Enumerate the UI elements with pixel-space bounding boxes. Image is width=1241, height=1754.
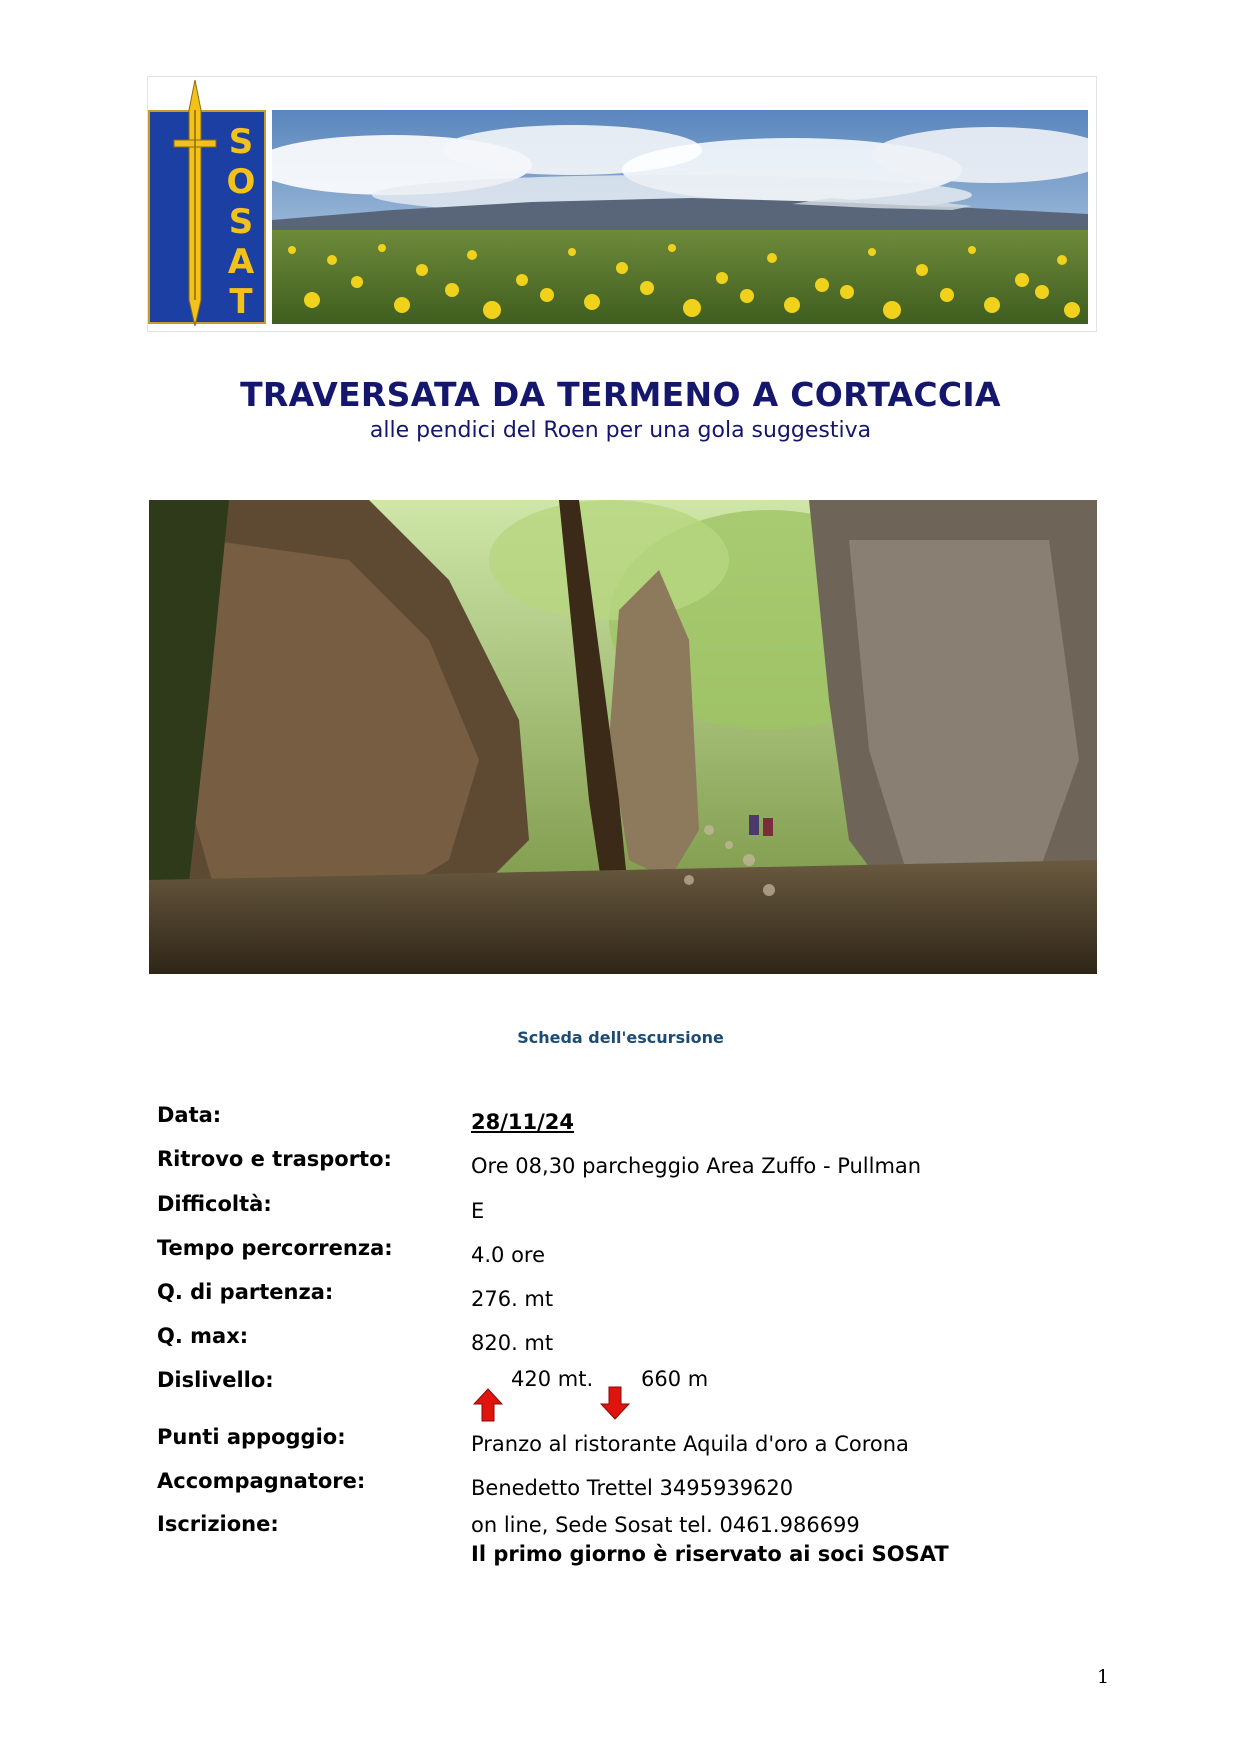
label-iscrizione: Iscrizione: <box>157 1512 279 1536</box>
page-subtitle: alle pendici del Roen per una gola suggestiva <box>369 418 872 443</box>
iscrizione-note: Il primo giorno è riservato ai soci SOSAT <box>471 1542 949 1566</box>
value-appoggio: Pranzo al ristorante Aquila d'oro a Corona <box>471 1432 909 1456</box>
logo-letter: S <box>228 202 254 242</box>
section-caption: Scheda dell'escursione <box>517 1028 724 1047</box>
label-difficolta: Difficoltà: <box>157 1192 272 1216</box>
logo-letter: O <box>226 162 256 202</box>
value-difficolta: E <box>471 1199 485 1223</box>
value-partenza: 276. mt <box>471 1287 554 1311</box>
gorge-photo <box>149 500 1097 974</box>
logo-letter: S <box>228 122 254 162</box>
banner-landscape-image <box>272 110 1088 324</box>
value-ritrovo: Ore 08,30 parcheggio Area Zuffo - Pullman <box>471 1154 922 1178</box>
value-data: 28/11/24 <box>471 1110 575 1134</box>
label-data: Data: <box>157 1103 222 1127</box>
value-ascent: 420 mt. <box>511 1367 594 1391</box>
label-tempo: Tempo percorrenza: <box>157 1236 393 1260</box>
page-number: 1 <box>1097 1666 1110 1688</box>
label-dislivello: Dislivello: <box>157 1368 274 1392</box>
header-banner <box>147 76 1097 332</box>
arrow-down-icon <box>600 1386 630 1420</box>
logo-letter: T <box>229 282 253 322</box>
value-iscrizione: on line, Sede Sosat tel. 0461.986699 <box>471 1513 860 1537</box>
value-tempo: 4.0 ore <box>471 1243 546 1267</box>
ice-axe-icon <box>172 80 218 330</box>
logo-letter: A <box>227 242 255 282</box>
label-ritrovo: Ritrovo e trasporto: <box>157 1147 392 1171</box>
logo-letters <box>224 122 258 322</box>
label-max: Q. max: <box>157 1324 249 1348</box>
value-max: 820. mt <box>471 1331 554 1355</box>
value-accompagnatore: Benedetto Trettel 3495939620 <box>471 1476 794 1500</box>
label-appoggio: Punti appoggio: <box>157 1425 346 1449</box>
sosat-logo <box>148 110 266 324</box>
label-accompagnatore: Accompagnatore: <box>157 1469 366 1493</box>
label-partenza: Q. di partenza: <box>157 1280 334 1304</box>
page-title: TRAVERSATA DA TERMENO A CORTACCIA <box>240 375 1001 414</box>
value-descent: 660 m <box>641 1367 709 1391</box>
arrow-up-icon <box>473 1388 503 1422</box>
